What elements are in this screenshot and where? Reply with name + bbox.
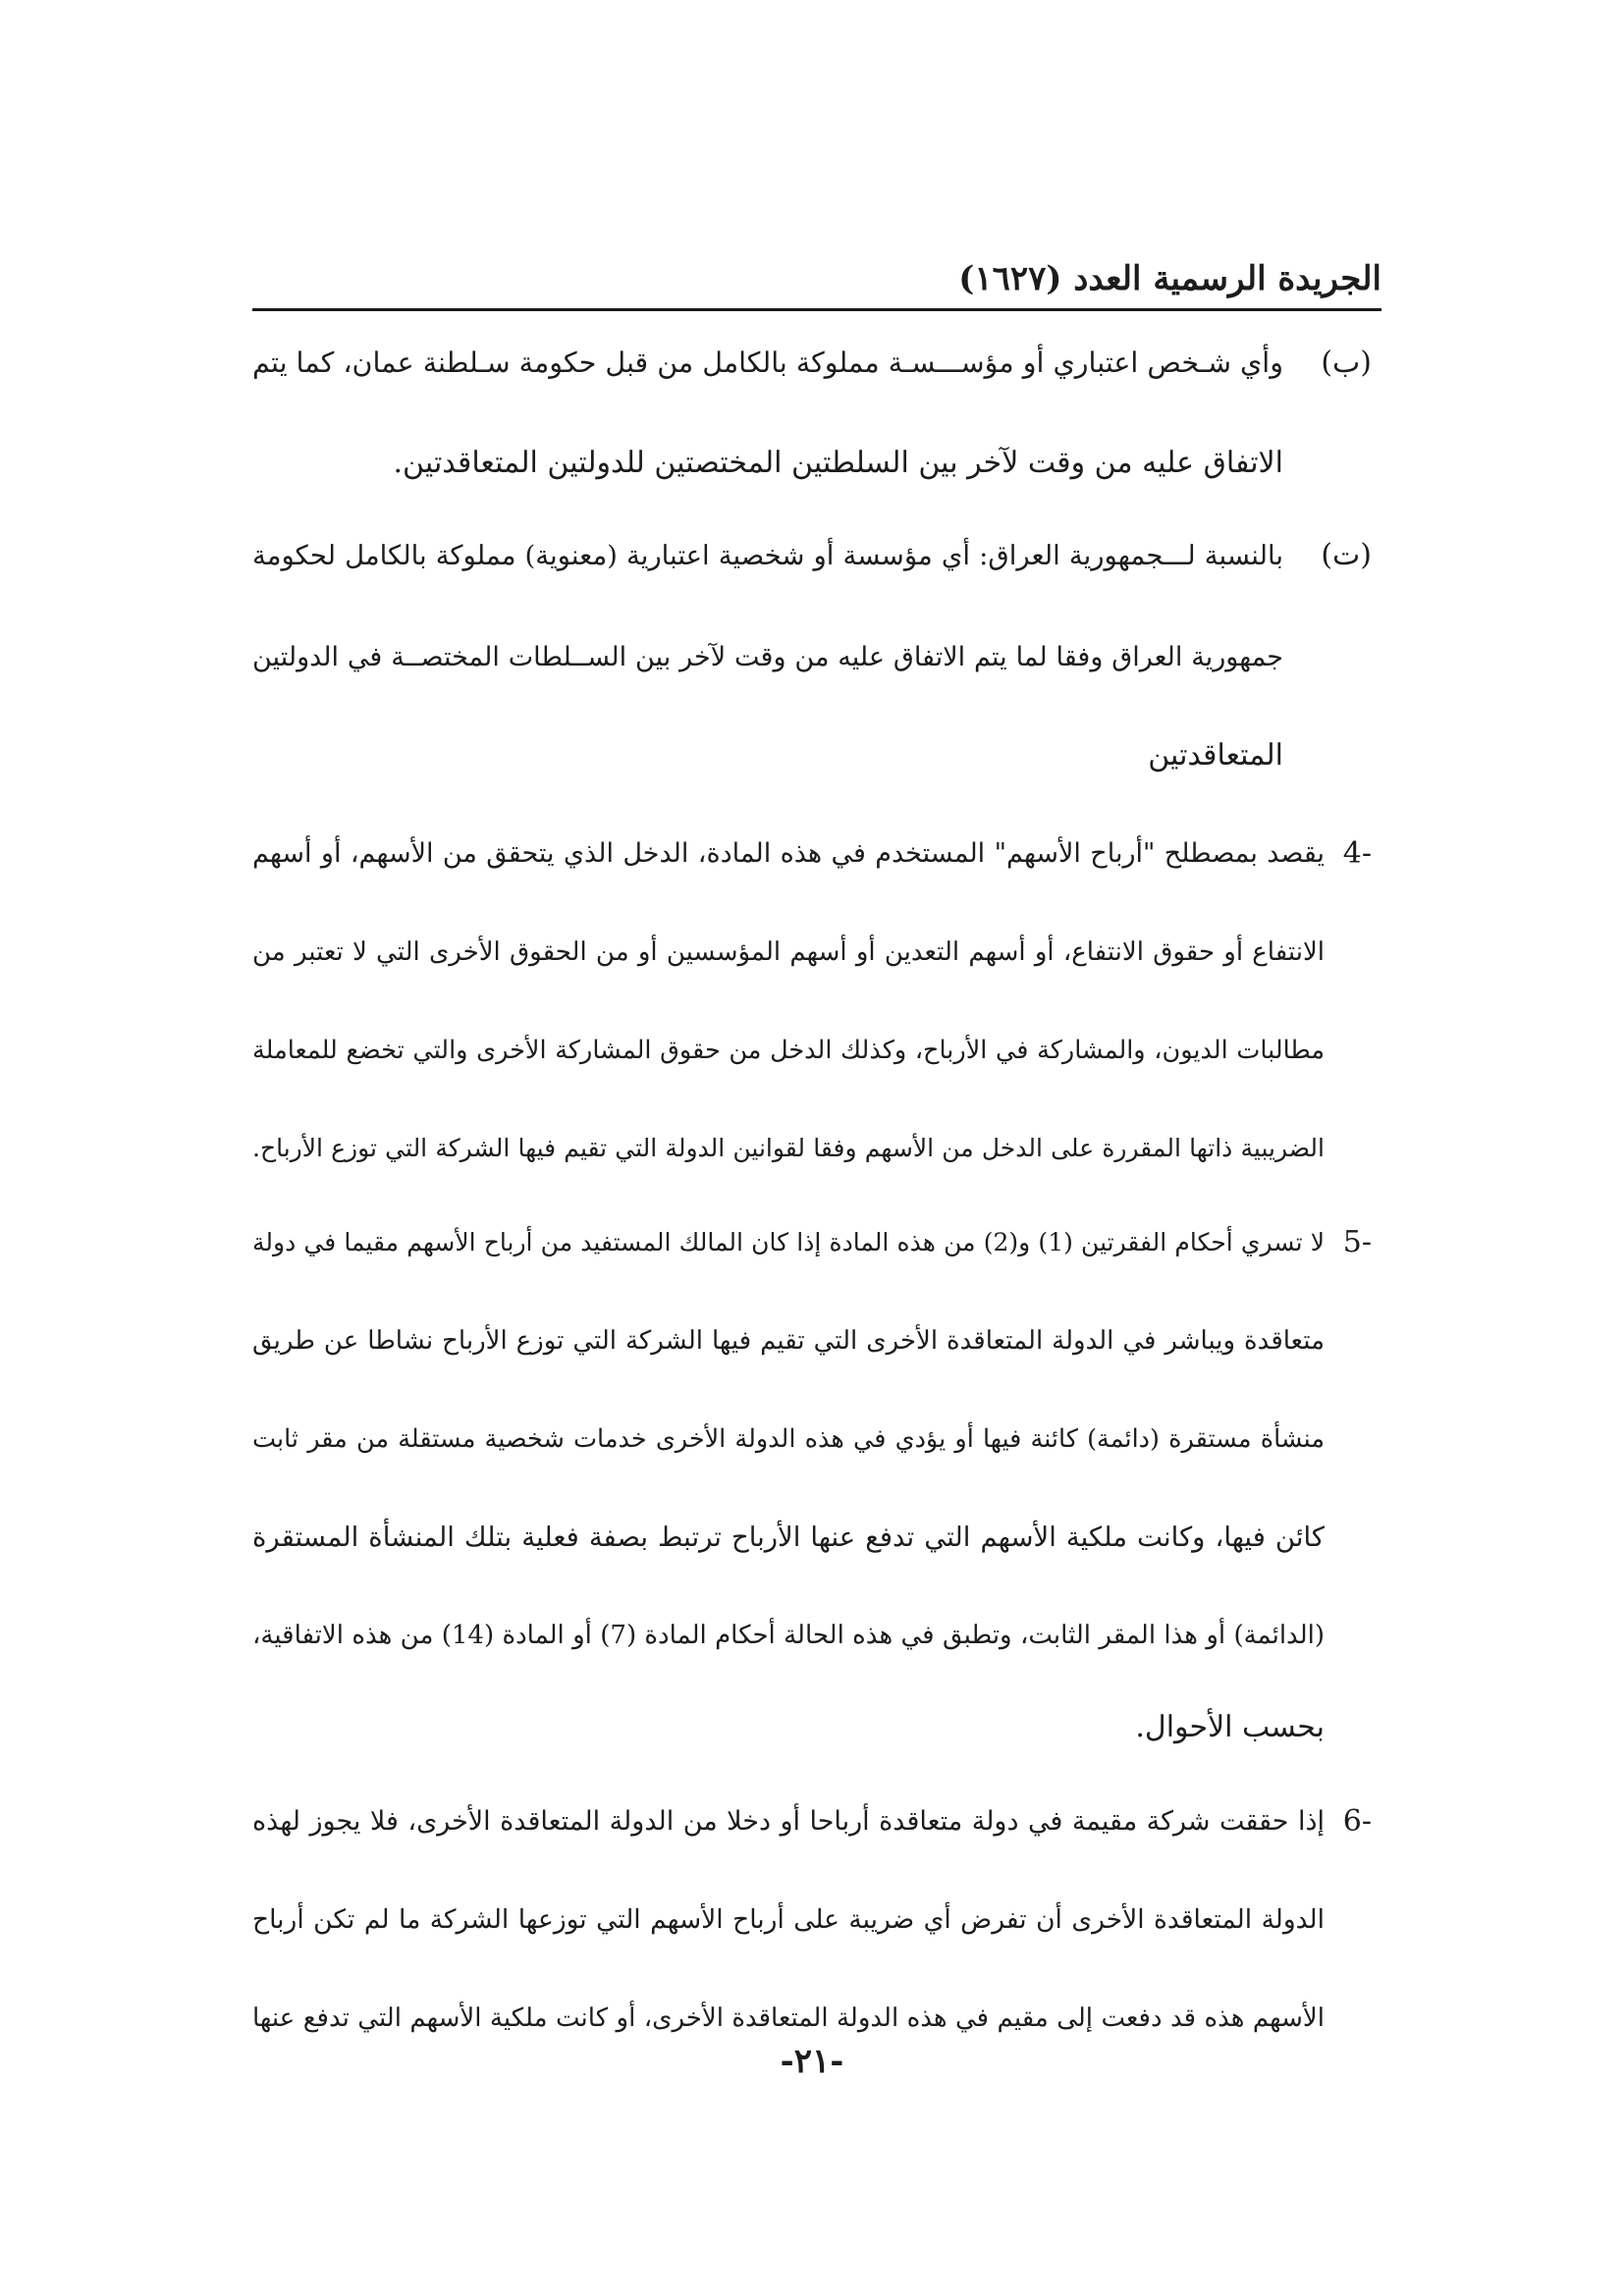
page-number: -٢١- — [780, 2042, 844, 2081]
header-divider — [252, 308, 1381, 311]
paragraph-text-line: إذا حققت شركة مقيمة في دولة متعاقدة أرباحا أو دخلا من الدولة المتعاقدة الأخرى، فلا يجوز لهذه — [252, 1806, 1325, 1837]
paragraph-5-line-2 — [252, 1311, 1381, 1370]
paragraph-text-line: الضريبية ذاتها المقررة على الدخل من الأسهم وفقا لقوانين الدولة التي تقيم فيها الشركة التي توزع الأرباح. — [252, 1134, 1325, 1162]
paragraph-text-line: متعاقدة ويباشر في الدولة المتعاقدة الأخرى التي تقيم فيها الشركة التي توزع الأرباح نشاطا عن طريق — [252, 1326, 1325, 1356]
paragraph-text-line: الدولة المتعاقدة الأخرى أن تفرض أي ضريبة على أرباح الأسهم التي توزعها الشركة ما لم تكن أرباح — [252, 1904, 1325, 1935]
paragraph-marker: -5 — [1342, 1225, 1372, 1259]
paragraph-text-line: وأي شـخص اعتباري أو مؤســـسـة مملوكة بالكامل من قبل حكومة سـلطنة عمان، كما يتم — [252, 347, 1283, 379]
paragraph-text-line: يقصد بمصطلح "أرباح الأسهم" المستخدم في هذه المادة، الدخل الذي يتحقق من الأسهم، أو أسهم — [252, 838, 1325, 869]
paragraph-text-line: المتعاقدتين — [1148, 738, 1283, 773]
paragraph-text-line: (الدائمة) أو هذا المقر الثابت، وتطبق في هذه الحالة أحكام المادة (7) أو المادة (14) من هذه الاتفاقية، — [252, 1621, 1325, 1650]
paragraph-b-line-1 — [252, 334, 1381, 393]
paragraph-marker: -6 — [1342, 1804, 1372, 1839]
paragraph-marker: (ت) — [1321, 538, 1372, 572]
paragraph-5-line-6 — [252, 1698, 1381, 1757]
paragraph-4-line-4 — [252, 1119, 1381, 1178]
paragraph-t-line-2 — [252, 628, 1381, 687]
paragraph-text-line: الانتفاع أو حقوق الانتفاع، أو أسهم التعدين أو أسهم المؤسسين أو من الحقوق الأخرى التي لا تعتبر من — [252, 937, 1325, 967]
paragraph-text-line: الاتفاق عليه من وقت لآخر بين السلطتين المختصتين للدولتين المتعاقدتين. — [393, 446, 1283, 480]
paragraph-text-line: الأسهم هذه قد دفعت إلى مقيم في هذه الدولة المتعاقدة الأخرى، أو كانت ملكية الأسهم التي تدفع عنها — [252, 2003, 1325, 2033]
paragraph-t-line-1 — [252, 526, 1381, 585]
paragraph-4-line-2 — [252, 923, 1381, 982]
paragraph-text-line: مطالبات الديون، والمشاركة في الأرباح، وكذلك الدخل من حقوق المشاركة الأخرى والتي تخضع للمعاملة — [252, 1036, 1325, 1065]
paragraph-marker: (ب) — [1321, 346, 1372, 380]
paragraph-5-line-3 — [252, 1410, 1381, 1468]
page-header — [252, 257, 1381, 308]
paragraph-6-line-1 — [252, 1792, 1381, 1851]
paragraph-5-line-4 — [252, 1508, 1381, 1567]
paragraph-5-line-1 — [252, 1213, 1381, 1272]
paragraph-text-line: لا تسري أحكام الفقرتين (1) و(2) من هذه المادة إذا كان المالك المستفيد من أرباح الأسهم مقيما في دولة — [252, 1228, 1325, 1256]
paragraph-text-line: بحسب الأحوال. — [1135, 1710, 1325, 1744]
paragraph-text-line: جمهورية العراق وفقا لما يتم الاتفاق عليه من وقت لآخر بين الســلطات المختصــة في الدولتين — [252, 642, 1283, 672]
paragraph-6-line-3 — [252, 1989, 1381, 2048]
paragraph-text-line: كائن فيها، وكانت ملكية الأسهم التي تدفع عنها الأرباح ترتبط بصفة فعلية بتلك المنشأة المستقرة — [252, 1522, 1325, 1553]
paragraph-4-line-3 — [252, 1021, 1381, 1080]
paragraph-text-line: منشأة مستقرة (دائمة) كائنة فيها أو يؤدي في هذه الدولة الأخرى خدمات شخصية مستقلة من مقر ثابت — [252, 1424, 1325, 1454]
paragraph-text-line: بالنسبة لـــجمهورية العراق: أي مؤسسة أو شخصية اعتبارية (معنوية) مملوكة بالكامل لحكومة — [252, 540, 1283, 571]
paragraph-t-line-3 — [252, 726, 1381, 785]
paragraph-marker: -4 — [1342, 836, 1372, 871]
paragraph-6-line-2 — [252, 1891, 1381, 1949]
paragraph-5-line-5 — [252, 1606, 1381, 1665]
gazette-title: الجريدة الرسمية العدد (١٦٢٧) — [958, 259, 1381, 298]
paragraph-b-line-2 — [252, 434, 1381, 493]
paragraph-4-line-1 — [252, 825, 1381, 883]
